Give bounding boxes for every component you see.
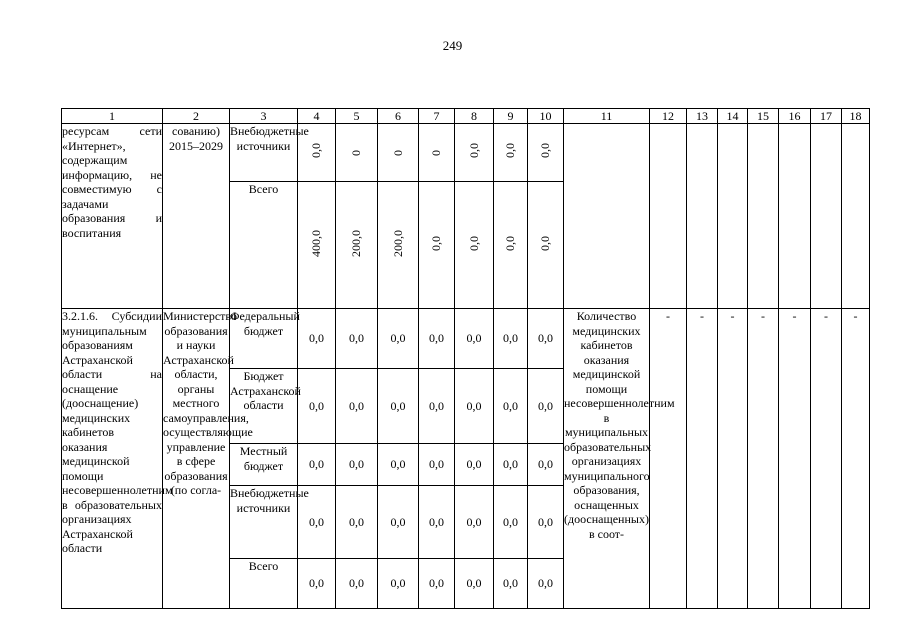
header-cell: 17 bbox=[811, 109, 842, 124]
value-cell: 0,0 bbox=[336, 559, 378, 609]
header-cell: 7 bbox=[419, 109, 455, 124]
funding-source: Внебюджетные источники bbox=[230, 124, 298, 182]
dash-cell: - bbox=[718, 309, 748, 609]
funding-source: Бюджет Астраханской области bbox=[230, 369, 298, 444]
header-cell: 2 bbox=[163, 109, 230, 124]
value-cell: 0,0 bbox=[528, 486, 564, 559]
value: 0,0 bbox=[466, 143, 481, 159]
indicator-cell: Количество медицинских кабинетов оказания медицинской помощи несовершеннолетним в муниципальных образовательных организациях муниципального образования, оснащенных (дооснащенных) в соот- bbox=[564, 309, 650, 609]
value: 0 bbox=[390, 150, 405, 157]
value: 0,0 bbox=[538, 143, 553, 159]
executor-cell: сованию) 2015–2029 bbox=[163, 124, 230, 309]
value-cell bbox=[455, 124, 494, 182]
value-cell: 0,0 bbox=[378, 486, 419, 559]
value-cell: 0,0 bbox=[455, 309, 494, 369]
measure-name-cell: ресурсам сети «Интернет», содержащим информацию, не совместимую с задачами образования и воспитания bbox=[62, 124, 163, 309]
value-cell: 0,0 bbox=[528, 369, 564, 444]
value-cell: 0,0 bbox=[528, 444, 564, 486]
dash-cell: - bbox=[687, 309, 718, 609]
value-cell: 0,0 bbox=[336, 486, 378, 559]
empty-cell bbox=[650, 124, 687, 309]
value-cell: 0,0 bbox=[298, 444, 336, 486]
dash-cell: - bbox=[779, 309, 811, 609]
funding-source: Всего bbox=[230, 559, 298, 609]
value-cell: 0,0 bbox=[455, 369, 494, 444]
value-cell: 0,0 bbox=[336, 369, 378, 444]
indicator-cell bbox=[564, 124, 650, 309]
value-cell: 0,0 bbox=[455, 444, 494, 486]
value-cell: 0,0 bbox=[419, 309, 455, 369]
funding-source: Всего bbox=[230, 182, 298, 309]
value: 0,0 bbox=[466, 235, 481, 251]
funding-source: Федеральный бюджет bbox=[230, 309, 298, 369]
value-cell: 0,0 bbox=[528, 559, 564, 609]
empty-cell bbox=[748, 124, 779, 309]
empty-cell bbox=[842, 124, 870, 309]
dash-cell: - bbox=[650, 309, 687, 609]
value-cell bbox=[494, 182, 528, 309]
table-row bbox=[62, 124, 870, 182]
value-cell bbox=[494, 124, 528, 182]
funding-source: Местный бюджет bbox=[230, 444, 298, 486]
value-cell: 0,0 bbox=[419, 559, 455, 609]
value-cell bbox=[378, 182, 419, 309]
value-cell: 0,0 bbox=[494, 559, 528, 609]
header-cell: 16 bbox=[779, 109, 811, 124]
value-cell bbox=[336, 182, 378, 309]
value-cell: 0,0 bbox=[494, 444, 528, 486]
value-cell: 0,0 bbox=[298, 309, 336, 369]
value-cell: 0,0 bbox=[419, 486, 455, 559]
value-cell bbox=[419, 182, 455, 309]
header-cell: 14 bbox=[718, 109, 748, 124]
header-cell: 10 bbox=[528, 109, 564, 124]
value-cell: 0,0 bbox=[455, 559, 494, 609]
value-cell: 0,0 bbox=[494, 486, 528, 559]
header-cell: 4 bbox=[298, 109, 336, 124]
value-cell: 0,0 bbox=[378, 559, 419, 609]
value: 200,0 bbox=[390, 229, 405, 257]
value: 0 bbox=[429, 150, 444, 157]
value: 400,0 bbox=[309, 229, 324, 257]
budget-table bbox=[61, 108, 870, 609]
funding-source: Внебюджетные источники bbox=[230, 486, 298, 559]
value-cell bbox=[419, 124, 455, 182]
value-cell bbox=[378, 124, 419, 182]
value-cell bbox=[528, 182, 564, 309]
header-cell: 9 bbox=[494, 109, 528, 124]
value: 0,0 bbox=[309, 143, 324, 159]
value-cell bbox=[528, 124, 564, 182]
dash-cell: - bbox=[748, 309, 779, 609]
empty-cell bbox=[779, 124, 811, 309]
value-cell bbox=[455, 182, 494, 309]
value-cell: 0,0 bbox=[419, 444, 455, 486]
value-cell: 0,0 bbox=[298, 559, 336, 609]
header-cell: 6 bbox=[378, 109, 419, 124]
dash-cell: - bbox=[842, 309, 870, 609]
value-cell: 0,0 bbox=[494, 309, 528, 369]
value-cell: 0,0 bbox=[298, 369, 336, 444]
value-cell: 0,0 bbox=[455, 486, 494, 559]
value-cell: 0,0 bbox=[336, 309, 378, 369]
empty-cell bbox=[687, 124, 718, 309]
value: 0,0 bbox=[503, 143, 518, 159]
value: 0 bbox=[349, 150, 364, 157]
value-cell: 0,0 bbox=[378, 444, 419, 486]
measure-name-cell: 3.2.1.6. Субсидии муниципальным образованиям Астраханской области на оснащение (дооснащение) медицинских кабинетов оказания медицинской помощи несовершеннолетним в образовательных организациях Астраханской области bbox=[62, 309, 163, 609]
executor-cell: Министерство образования и науки Астраханской области, органы местного самоуправления, осуществляющие управление в сфере образования (по согла- bbox=[163, 309, 230, 609]
header-cell: 3 bbox=[230, 109, 298, 124]
header-cell: 18 bbox=[842, 109, 870, 124]
header-cell: 8 bbox=[455, 109, 494, 124]
table-row bbox=[62, 309, 870, 369]
value-cell: 0,0 bbox=[494, 369, 528, 444]
value: 0,0 bbox=[538, 235, 553, 251]
header-cell: 5 bbox=[336, 109, 378, 124]
value: 0,0 bbox=[503, 235, 518, 251]
value: 0,0 bbox=[429, 235, 444, 251]
value-cell bbox=[298, 182, 336, 309]
value-cell: 0,0 bbox=[528, 309, 564, 369]
header-cell: 12 bbox=[650, 109, 687, 124]
value-cell: 0,0 bbox=[336, 444, 378, 486]
value-cell: 0,0 bbox=[378, 369, 419, 444]
header-cell: 11 bbox=[564, 109, 650, 124]
header-cell: 15 bbox=[748, 109, 779, 124]
page-number: 249 bbox=[442, 38, 463, 53]
value-cell: 0,0 bbox=[378, 309, 419, 369]
value-cell: 0,0 bbox=[298, 486, 336, 559]
dash-cell: - bbox=[811, 309, 842, 609]
header-cell: 13 bbox=[687, 109, 718, 124]
value-cell: 0,0 bbox=[419, 369, 455, 444]
header-row bbox=[62, 109, 870, 124]
value: 200,0 bbox=[349, 229, 364, 257]
value-cell bbox=[336, 124, 378, 182]
empty-cell bbox=[811, 124, 842, 309]
header-cell: 1 bbox=[62, 109, 163, 124]
empty-cell bbox=[718, 124, 748, 309]
